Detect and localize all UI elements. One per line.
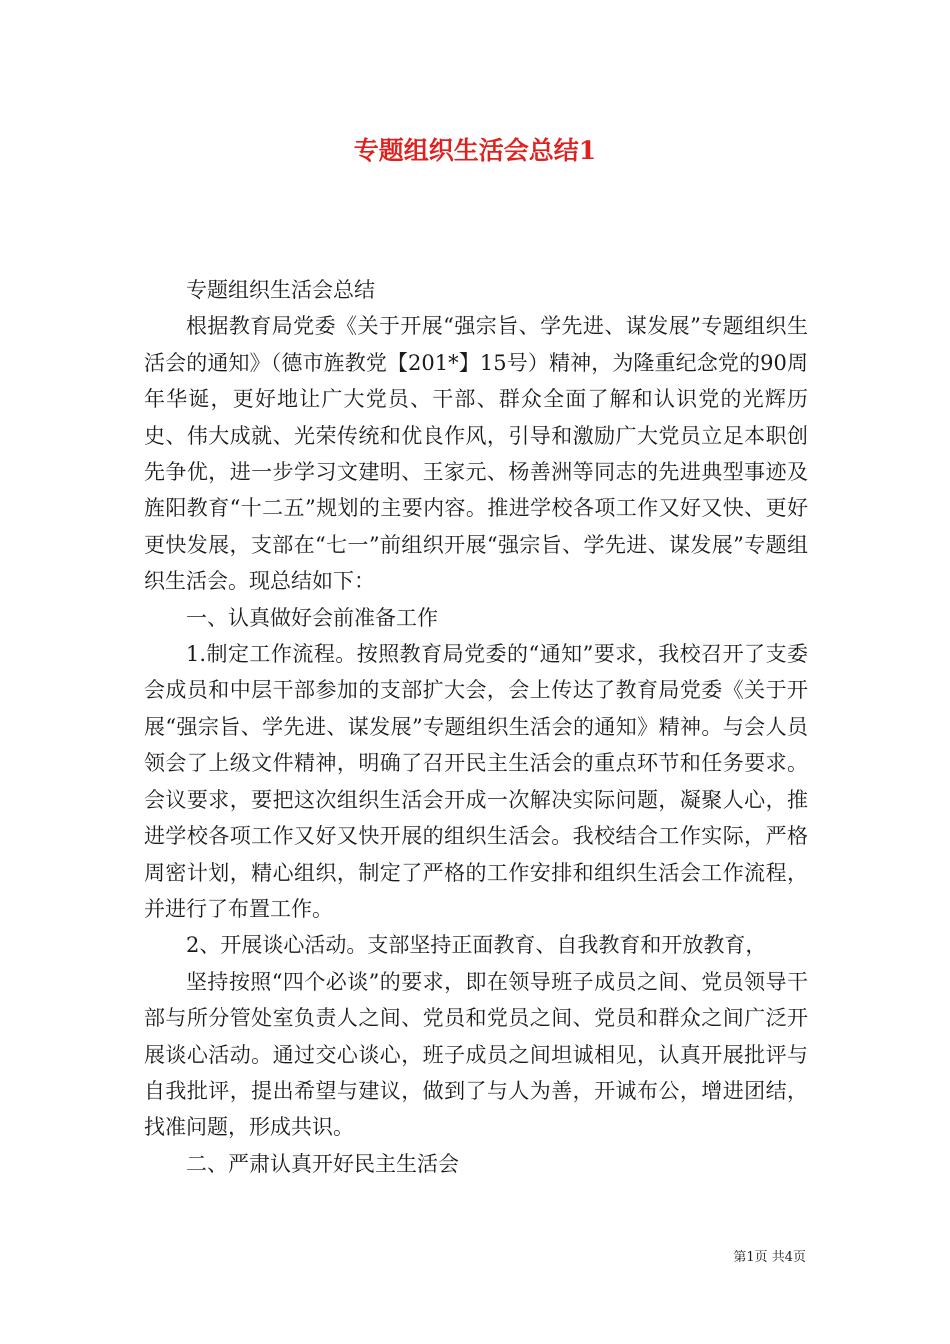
page-number: 第1页 共4页: [733, 1250, 806, 1265]
paragraph-workflow: 1.制定工作流程。按照教育局党委的“通知”要求，我校召开了支委会成员和中层干部参加的支部扩大会，会上传达了教育局党委《关于开展“强宗旨、学先进、谋发展”专题组织生活会的通知》精神。与会人员领会了上级文件精神，明确了召开民主生活会的重点环节和任务要求。会议要求，要把这次组织生活会开成一次解决实际问题，凝聚人心，推进学校各项工作又好又快开展的组织生活会。我校结合工作实际，严格周密计划，精心组织，制定了严格的工作安排和组织生活会工作流程，并进行了布置工作。: [144, 642, 808, 921]
paragraph-talk-activity: 2、开展谈心活动。支部坚持正面教育、自我教育和开放教育，: [186, 933, 767, 958]
paragraph-heading: 专题组织生活会总结: [186, 278, 375, 302]
section-heading-1: 一、认真做好会前准备工作: [186, 605, 438, 630]
paragraph-talk-detail: 坚持按照“四个必谈”的要求，即在领导班子成员之间、党员领导干部与所分管处室负责人之间、党员和党员之间、党员和群众之间广泛开展谈心活动。通过交心谈心，班子成员之间坦诚相见，认真开展批评与自我批评，提出希望与建议，做到了与人为善，开诚布公，增进团结，找准问题，形成共识。: [144, 969, 808, 1140]
document-body: [144, 272, 808, 1182]
paragraph-intro: 根据教育局党委《关于开展“强宗旨、学先进、谋发展”专题组织生活会的通知》（德市旌教党【201*】15号）精神，为隆重纪念党的90周年华诞，更好地让广大党员、干部、群众全面了解和认识党的光辉历史、伟大成就、光荣传统和优良作风，引导和激励广大党员立足本职创先争优，进一步学习文建明、王家元、杨善洲等同志的先进典型事迹及旌阳教育“十二五”规划的主要内容。推进学校各项工作又好又快、更好更快发展，支部在“七一”前组织开展“强宗旨、学先进、谋发展”专题组织生活会。现总结如下：: [144, 314, 808, 594]
section-heading-2: 二、严肃认真开好民主生活会: [186, 1151, 459, 1176]
document-title: 专题组织生活会总结1: [353, 136, 597, 165]
